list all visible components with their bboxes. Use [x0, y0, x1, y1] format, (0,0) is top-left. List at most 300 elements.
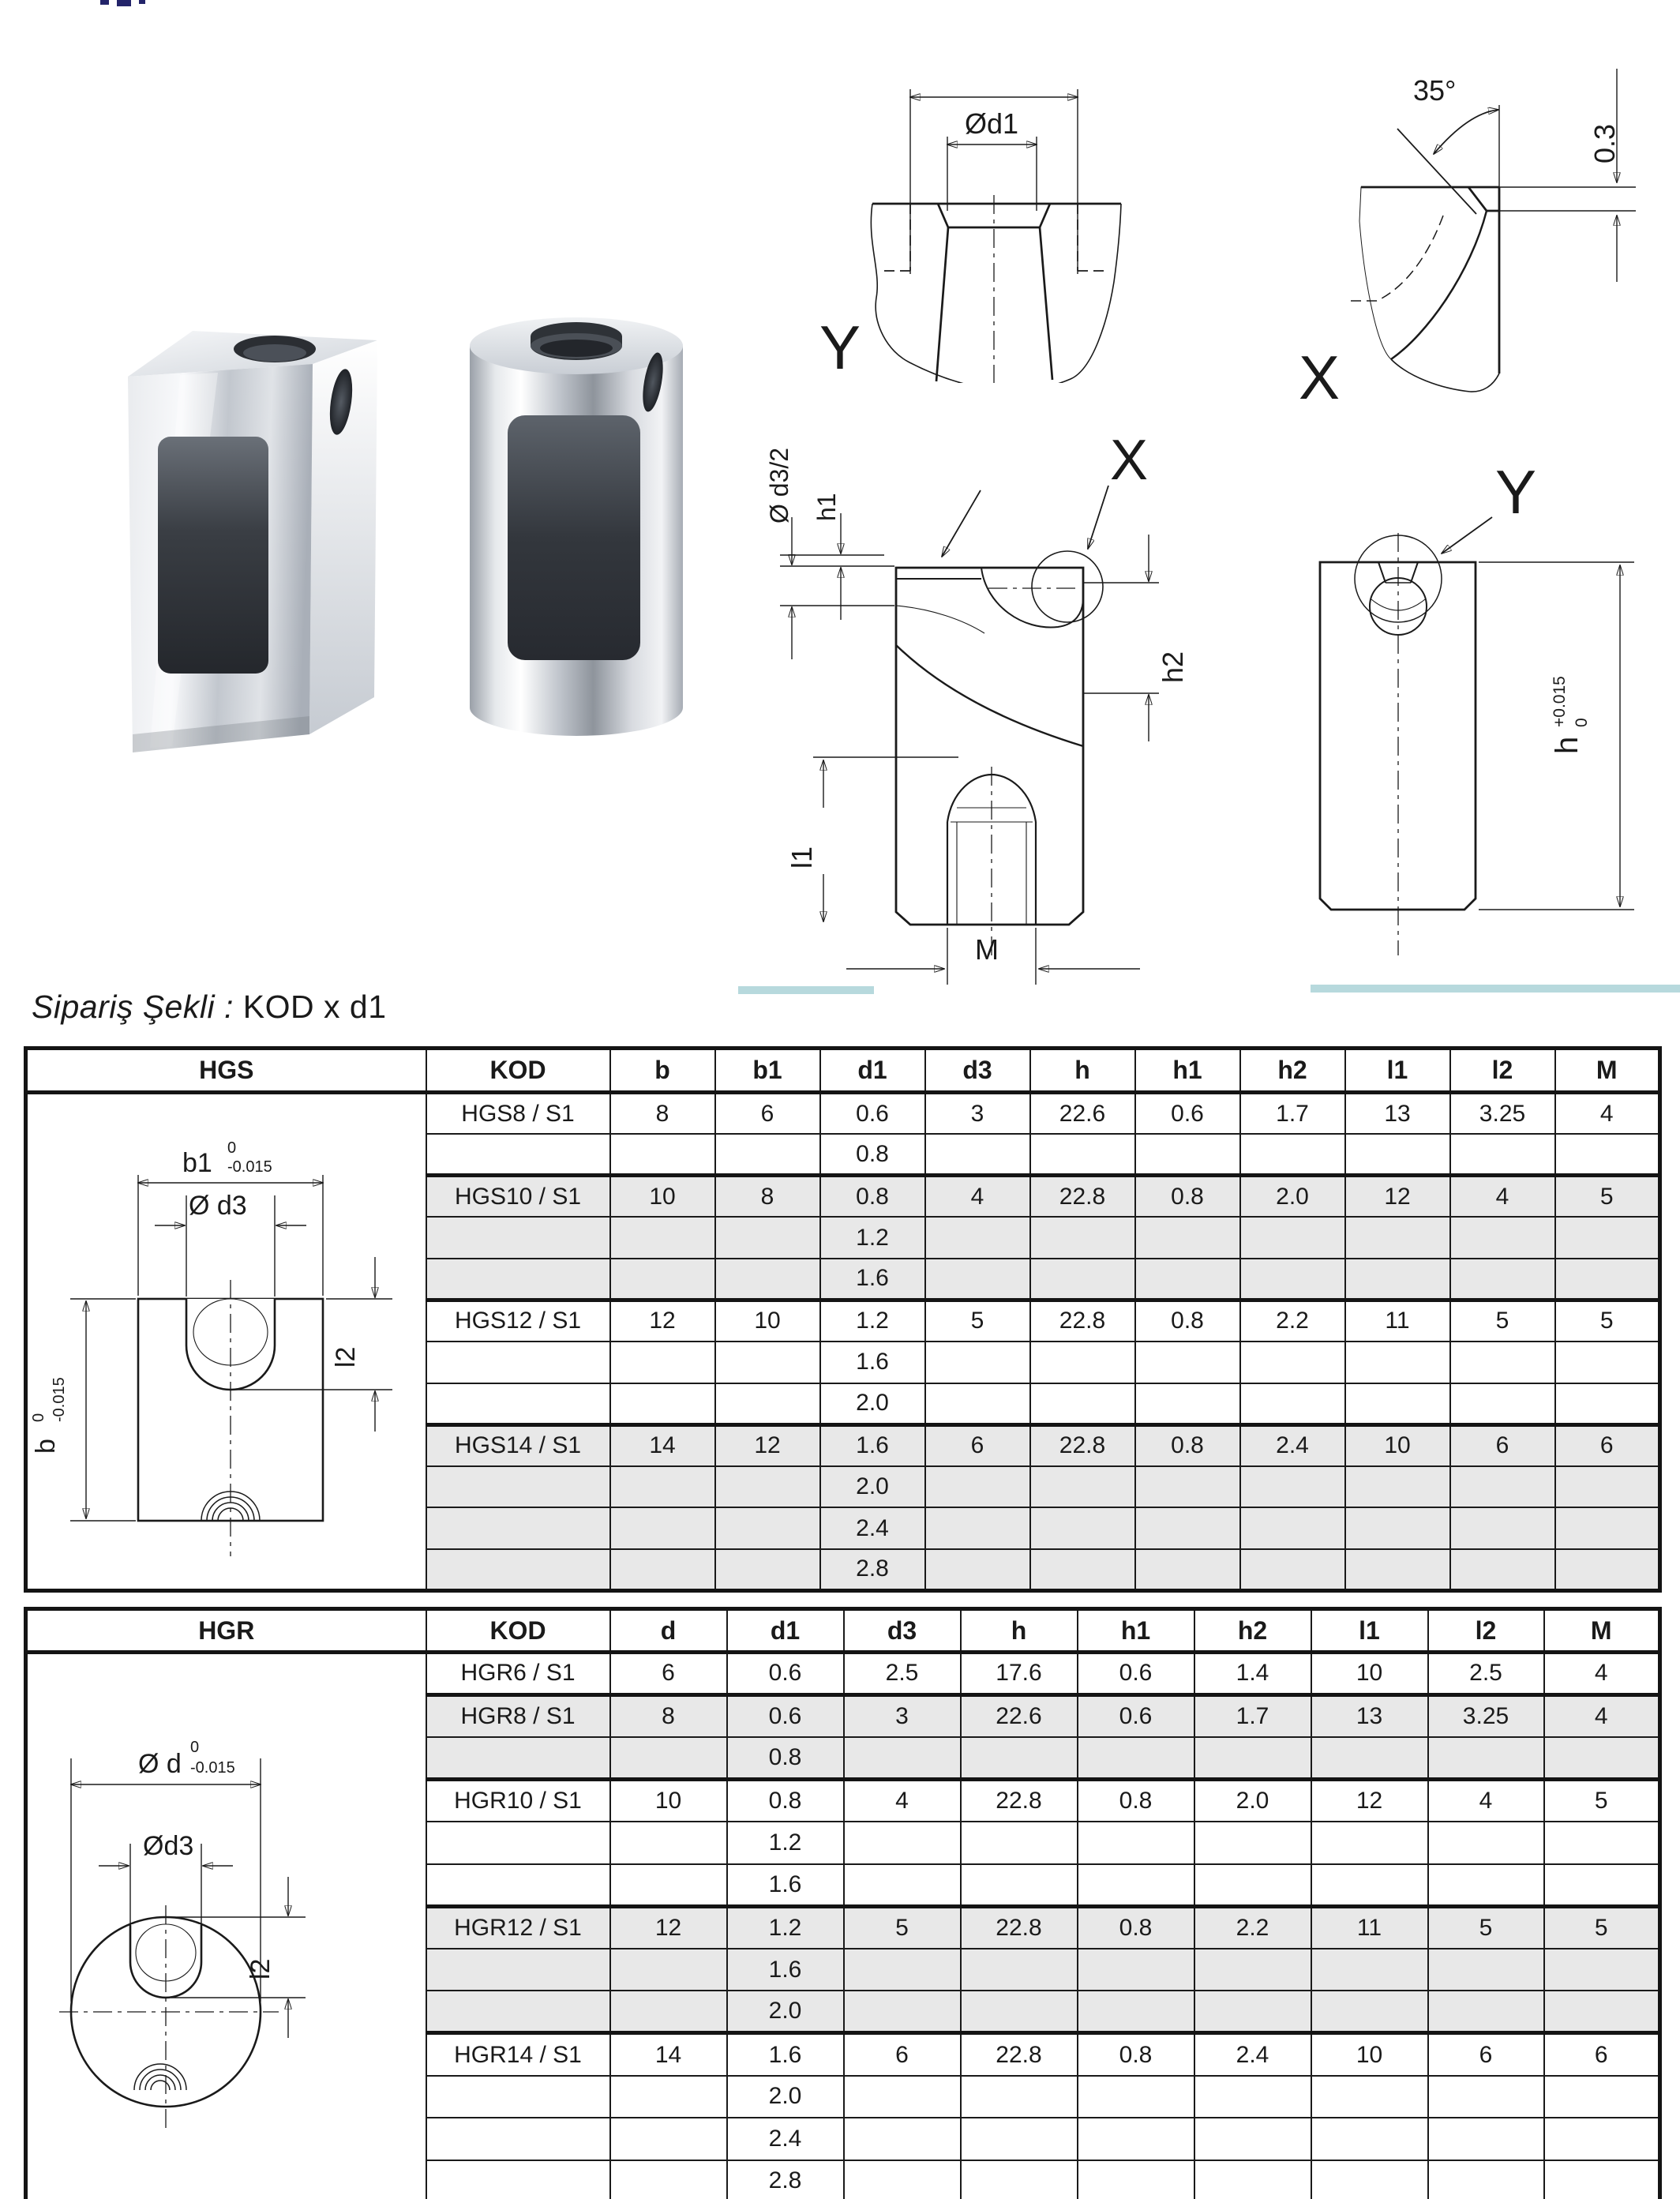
value-cell [1135, 1466, 1240, 1508]
value-cell [1030, 1383, 1135, 1425]
dim-h-tol-zero: 0 [1573, 718, 1591, 727]
value-cell: 12 [1345, 1176, 1450, 1218]
value-cell [1544, 1864, 1660, 1907]
dim-d3-label: Ød3 [143, 1831, 194, 1861]
value-cell: 0.8 [727, 1779, 844, 1822]
value-cell [1544, 2076, 1660, 2118]
render-cylinder-3d [454, 298, 703, 756]
value-cell: 2.0 [727, 2076, 844, 2118]
column-header: M [1544, 1609, 1660, 1653]
value-cell [1311, 1949, 1428, 1991]
value-cell [1030, 1549, 1135, 1591]
value-cell: 0.6 [1078, 1694, 1194, 1737]
value-cell: 2.5 [1428, 1653, 1544, 1695]
kod-cell [426, 1822, 610, 1864]
value-cell [1345, 1342, 1450, 1383]
value-cell [610, 2118, 727, 2160]
value-cell [1194, 1822, 1311, 1864]
value-cell: 1.2 [820, 1217, 925, 1259]
value-cell [610, 1822, 727, 1864]
value-cell [610, 1217, 715, 1259]
value-cell [610, 2160, 727, 2199]
value-cell [1030, 1342, 1135, 1383]
dim-b-tol-zero: 0 [30, 1413, 48, 1422]
value-cell [1135, 1259, 1240, 1300]
value-cell [610, 1864, 727, 1907]
value-cell [1030, 1217, 1135, 1259]
value-cell [1450, 1217, 1555, 1259]
value-cell [1544, 2118, 1660, 2160]
column-header: d1 [727, 1609, 844, 1653]
value-cell: 4 [1450, 1176, 1555, 1218]
dim-b-tol-minus: -0.015 [51, 1377, 69, 1422]
kod-cell [426, 1466, 610, 1508]
value-cell [1078, 1737, 1194, 1780]
column-header: h2 [1194, 1609, 1311, 1653]
value-cell: 22.8 [1030, 1424, 1135, 1466]
dim-h-tol-plus: +0.015 [1551, 676, 1569, 727]
value-cell [961, 2076, 1078, 2118]
value-cell: 5 [925, 1300, 1030, 1342]
value-cell [1345, 1259, 1450, 1300]
kod-cell: HGR10 / S1 [426, 1779, 610, 1822]
value-cell [715, 1383, 820, 1425]
value-cell: 10 [610, 1176, 715, 1218]
value-cell [1030, 1466, 1135, 1508]
value-cell [1428, 2160, 1544, 2199]
value-cell: 1.4 [1194, 1653, 1311, 1695]
value-cell [925, 1507, 1030, 1549]
value-cell: 3 [844, 1694, 961, 1737]
kod-cell [426, 1949, 610, 1991]
value-cell [715, 1466, 820, 1508]
callout-x-label: X [1110, 438, 1149, 492]
value-cell: 10 [610, 1779, 727, 1822]
kod-cell [426, 1134, 610, 1176]
value-cell [1078, 2076, 1194, 2118]
kod-cell [426, 1864, 610, 1907]
value-cell: 0.8 [1135, 1300, 1240, 1342]
value-cell [1544, 1822, 1660, 1864]
value-cell [1555, 1383, 1660, 1425]
dim-h-label: h [1550, 736, 1584, 754]
value-cell [610, 1134, 715, 1176]
dim-angle-label: 35° [1413, 74, 1457, 107]
hgr-spec-table [24, 1607, 1662, 2199]
value-cell: 10 [1311, 1653, 1428, 1695]
value-cell [1555, 1134, 1660, 1176]
hgs-figure-drawing [28, 1094, 425, 1582]
value-cell [715, 1507, 820, 1549]
dim-d-tol-minus: -0.015 [190, 1759, 235, 1777]
value-cell [1135, 1217, 1240, 1259]
dim-d-tol-zero: 0 [190, 1739, 200, 1756]
value-cell [1544, 1949, 1660, 1991]
value-cell [715, 1259, 820, 1300]
value-cell [925, 1383, 1030, 1425]
logo-fragment [117, 0, 131, 6]
value-cell [610, 1259, 715, 1300]
view-label-y: Y [819, 313, 861, 382]
value-cell [844, 1949, 961, 1991]
dim-h1-label: h1 [812, 493, 841, 521]
value-cell [1311, 1822, 1428, 1864]
logo-fragment [139, 0, 145, 4]
value-cell [844, 2118, 961, 2160]
value-cell: 0.8 [1078, 1779, 1194, 1822]
hgr-figure-drawing [28, 1654, 425, 2194]
value-cell: 2.8 [820, 1549, 925, 1591]
value-cell: 1.6 [727, 1864, 844, 1907]
value-cell: 5 [844, 1906, 961, 1949]
value-cell [610, 1466, 715, 1508]
view-label-x: X [1299, 343, 1341, 412]
column-header: h [961, 1609, 1078, 1653]
value-cell [1194, 2076, 1311, 2118]
value-cell [1194, 1949, 1311, 1991]
value-cell: 2.8 [727, 2160, 844, 2199]
value-cell: 2.4 [727, 2118, 844, 2160]
value-cell: 5 [1450, 1300, 1555, 1342]
value-cell [610, 1737, 727, 1780]
dim-b1-label: b1 [182, 1148, 213, 1178]
value-cell [1240, 1259, 1345, 1300]
value-cell [610, 1342, 715, 1383]
value-cell: 2.4 [1194, 2033, 1311, 2076]
value-cell [844, 1991, 961, 2033]
value-cell: 5 [1555, 1176, 1660, 1218]
value-cell: 2.2 [1194, 1906, 1311, 1949]
value-cell: 2.0 [820, 1383, 925, 1425]
value-cell [1544, 1991, 1660, 2033]
value-cell [1135, 1342, 1240, 1383]
value-cell [844, 1822, 961, 1864]
value-cell: 8 [715, 1176, 820, 1218]
render-block-3d [117, 304, 389, 766]
value-cell [1311, 2160, 1428, 2199]
value-cell [961, 1822, 1078, 1864]
value-cell: 1.6 [727, 1949, 844, 1991]
value-cell: 2.4 [820, 1507, 925, 1549]
value-cell: 0.6 [1078, 1653, 1194, 1695]
value-cell: 13 [1345, 1093, 1450, 1135]
value-cell [925, 1217, 1030, 1259]
value-cell [844, 2076, 961, 2118]
teal-divider-bar [1311, 985, 1680, 993]
value-cell [1450, 1342, 1555, 1383]
kod-cell [426, 1549, 610, 1591]
dim-d1-label: Ød1 [964, 107, 1019, 140]
kod-cell [426, 1383, 610, 1425]
kod-cell: HGR12 / S1 [426, 1906, 610, 1949]
value-cell [1240, 1507, 1345, 1549]
value-cell [1428, 1822, 1544, 1864]
kod-cell [426, 1737, 610, 1780]
column-header: d [610, 1609, 727, 1653]
value-cell: 0.8 [1078, 1906, 1194, 1949]
value-cell [925, 1466, 1030, 1508]
value-cell [1311, 1864, 1428, 1907]
value-cell [1555, 1549, 1660, 1591]
value-cell [1078, 1991, 1194, 2033]
value-cell [1030, 1259, 1135, 1300]
value-cell: 0.6 [727, 1694, 844, 1737]
value-cell [610, 1549, 715, 1591]
value-cell: 2.5 [844, 1653, 961, 1695]
value-cell [715, 1342, 820, 1383]
value-cell: 1.7 [1194, 1694, 1311, 1737]
column-header: l2 [1450, 1049, 1555, 1093]
kod-cell [426, 1217, 610, 1259]
logo-fragment [100, 0, 109, 5]
order-format-line [32, 989, 387, 1026]
value-cell: 5 [1428, 1906, 1544, 1949]
value-cell [610, 1507, 715, 1549]
value-cell: 1.7 [1240, 1093, 1345, 1135]
value-cell: 1.2 [727, 1906, 844, 1949]
hgs-title: HGS [26, 1049, 426, 1093]
value-cell [961, 1737, 1078, 1780]
value-cell: 5 [1555, 1300, 1660, 1342]
column-header: l1 [1345, 1049, 1450, 1093]
value-cell: 0.6 [1135, 1093, 1240, 1135]
value-cell: 1.6 [820, 1424, 925, 1466]
value-cell [1240, 1217, 1345, 1259]
value-cell: 11 [1345, 1300, 1450, 1342]
dim-m-label: M [975, 933, 999, 966]
teal-divider-bar [738, 986, 874, 994]
column-header: h2 [1240, 1049, 1345, 1093]
value-cell [1428, 1864, 1544, 1907]
value-cell [1240, 1549, 1345, 1591]
value-cell: 22.8 [1030, 1176, 1135, 1218]
value-cell [1450, 1383, 1555, 1425]
value-cell: 6 [1450, 1424, 1555, 1466]
value-cell: 10 [1311, 2033, 1428, 2076]
column-header: d1 [820, 1049, 925, 1093]
value-cell: 2.0 [727, 1991, 844, 2033]
value-cell: 6 [844, 2033, 961, 2076]
kod-cell [426, 1991, 610, 2033]
dim-d3half-label: Ø d3/2 [765, 447, 793, 523]
value-cell: 10 [1345, 1424, 1450, 1466]
value-cell [1450, 1549, 1555, 1591]
value-cell [1345, 1217, 1450, 1259]
value-cell [1555, 1259, 1660, 1300]
value-cell: 22.6 [1030, 1093, 1135, 1135]
dim-b1-tol-minus: -0.015 [227, 1158, 272, 1176]
dim-l2-label: l2 [246, 1958, 276, 1979]
value-cell [1428, 2118, 1544, 2160]
value-cell [1078, 1864, 1194, 1907]
side-view [1263, 438, 1680, 999]
value-cell: 6 [715, 1093, 820, 1135]
value-cell: 1.6 [727, 2033, 844, 2076]
value-cell: 1.6 [820, 1342, 925, 1383]
value-cell [1555, 1342, 1660, 1383]
value-cell [1078, 1949, 1194, 1991]
order-format-value: KOD x d1 [242, 989, 387, 1025]
value-cell [1078, 1822, 1194, 1864]
kod-cell: HGR6 / S1 [426, 1653, 610, 1695]
value-cell [1555, 1217, 1660, 1259]
value-cell: 3 [925, 1093, 1030, 1135]
value-cell [715, 1549, 820, 1591]
value-cell [1194, 2160, 1311, 2199]
hgr-title: HGR [26, 1609, 426, 1653]
value-cell [1544, 2160, 1660, 2199]
value-cell: 0.8 [820, 1134, 925, 1176]
value-cell: 4 [1544, 1694, 1660, 1737]
value-cell: 5 [1544, 1906, 1660, 1949]
value-cell [1450, 1259, 1555, 1300]
value-cell [1135, 1383, 1240, 1425]
value-cell [1555, 1466, 1660, 1508]
value-cell [844, 2160, 961, 2199]
value-cell [1311, 1737, 1428, 1780]
value-cell: 6 [925, 1424, 1030, 1466]
value-cell [1311, 2118, 1428, 2160]
value-cell: 8 [610, 1093, 715, 1135]
value-cell [1135, 1134, 1240, 1176]
value-cell [1311, 2076, 1428, 2118]
value-cell [1240, 1342, 1345, 1383]
value-cell: 0.6 [727, 1653, 844, 1695]
value-cell [961, 2118, 1078, 2160]
value-cell [1345, 1507, 1450, 1549]
column-header: d3 [925, 1049, 1030, 1093]
hgs-spec-table [24, 1046, 1662, 1593]
value-cell [1078, 2118, 1194, 2160]
value-cell: 0.6 [820, 1093, 925, 1135]
column-header: M [1555, 1049, 1660, 1093]
front-section-view [742, 438, 1200, 999]
value-cell [715, 1134, 820, 1176]
value-cell: 5 [1544, 1779, 1660, 1822]
kod-cell [426, 2160, 610, 2199]
value-cell [925, 1549, 1030, 1591]
value-cell: 22.8 [1030, 1300, 1135, 1342]
value-cell [1030, 1507, 1135, 1549]
dim-b-label: b [31, 1439, 62, 1454]
column-header: b1 [715, 1049, 820, 1093]
value-cell: 14 [610, 1424, 715, 1466]
hgs-cross-section-figure [26, 1093, 426, 1591]
value-cell: 4 [844, 1779, 961, 1822]
value-cell [1345, 1549, 1450, 1591]
value-cell [610, 1949, 727, 1991]
value-cell [610, 1991, 727, 2033]
dim-d3-label: Ø d3 [189, 1191, 247, 1221]
kod-cell [426, 1259, 610, 1300]
kod-cell: HGS10 / S1 [426, 1176, 610, 1218]
callout-y-label: Y [1495, 457, 1537, 527]
value-cell [1428, 1737, 1544, 1780]
value-cell: 0.8 [1135, 1424, 1240, 1466]
value-cell [1078, 2160, 1194, 2199]
value-cell [610, 2076, 727, 2118]
value-cell [1240, 1466, 1345, 1508]
value-cell [1345, 1466, 1450, 1508]
column-header: h [1030, 1049, 1135, 1093]
kod-cell [426, 1507, 610, 1549]
value-cell [1240, 1134, 1345, 1176]
value-cell: 6 [1428, 2033, 1544, 2076]
column-header: l1 [1311, 1609, 1428, 1653]
value-cell [925, 1259, 1030, 1300]
column-header: d3 [844, 1609, 961, 1653]
dim-l2-label: l2 [331, 1346, 362, 1368]
value-cell: 4 [1544, 1653, 1660, 1695]
value-cell: 11 [1311, 1906, 1428, 1949]
value-cell: 12 [715, 1424, 820, 1466]
value-cell: 3.25 [1428, 1694, 1544, 1737]
value-cell [1450, 1507, 1555, 1549]
value-cell [1428, 1949, 1544, 1991]
value-cell [715, 1217, 820, 1259]
value-cell: 0.8 [1135, 1176, 1240, 1218]
value-cell: 4 [1428, 1779, 1544, 1822]
detail-view-x [1279, 36, 1680, 415]
value-cell [1030, 1134, 1135, 1176]
value-cell: 12 [610, 1300, 715, 1342]
value-cell [1544, 1737, 1660, 1780]
dim-depth-label: 0.3 [1588, 123, 1621, 163]
value-cell [925, 1342, 1030, 1383]
value-cell [1311, 1991, 1428, 2033]
value-cell: 6 [1544, 2033, 1660, 2076]
kod-cell [426, 1342, 610, 1383]
value-cell: 2.0 [1240, 1176, 1345, 1218]
value-cell: 2.0 [820, 1466, 925, 1508]
value-cell [1345, 1134, 1450, 1176]
value-cell: 0.8 [727, 1737, 844, 1780]
kod-cell: HGR8 / S1 [426, 1694, 610, 1737]
kod-cell: HGS12 / S1 [426, 1300, 610, 1342]
value-cell: 4 [1555, 1093, 1660, 1135]
value-cell: 3.25 [1450, 1093, 1555, 1135]
value-cell: 0.8 [1078, 2033, 1194, 2076]
column-header: KOD [426, 1609, 610, 1653]
value-cell: 2.4 [1240, 1424, 1345, 1466]
value-cell [1428, 1991, 1544, 2033]
value-cell: 8 [610, 1694, 727, 1737]
value-cell [961, 2160, 1078, 2199]
kod-cell: HGS8 / S1 [426, 1093, 610, 1135]
hgr-cross-section-figure [26, 1653, 426, 2199]
value-cell: 1.2 [727, 1822, 844, 1864]
value-cell [1555, 1507, 1660, 1549]
value-cell: 12 [610, 1906, 727, 1949]
kod-cell: HGS14 / S1 [426, 1424, 610, 1466]
value-cell: 2.2 [1240, 1300, 1345, 1342]
value-cell [1345, 1383, 1450, 1425]
value-cell [1194, 1991, 1311, 2033]
value-cell [844, 1737, 961, 1780]
dim-b1-tol-zero: 0 [227, 1139, 237, 1157]
value-cell [1194, 2118, 1311, 2160]
column-header: b [610, 1049, 715, 1093]
value-cell [1194, 1737, 1311, 1780]
value-cell [925, 1134, 1030, 1176]
value-cell [961, 1949, 1078, 1991]
dim-h2-label: h2 [1157, 651, 1189, 683]
value-cell: 1.6 [820, 1259, 925, 1300]
value-cell [961, 1864, 1078, 1907]
value-cell: 1.2 [820, 1300, 925, 1342]
value-cell [1450, 1134, 1555, 1176]
value-cell: 14 [610, 2033, 727, 2076]
